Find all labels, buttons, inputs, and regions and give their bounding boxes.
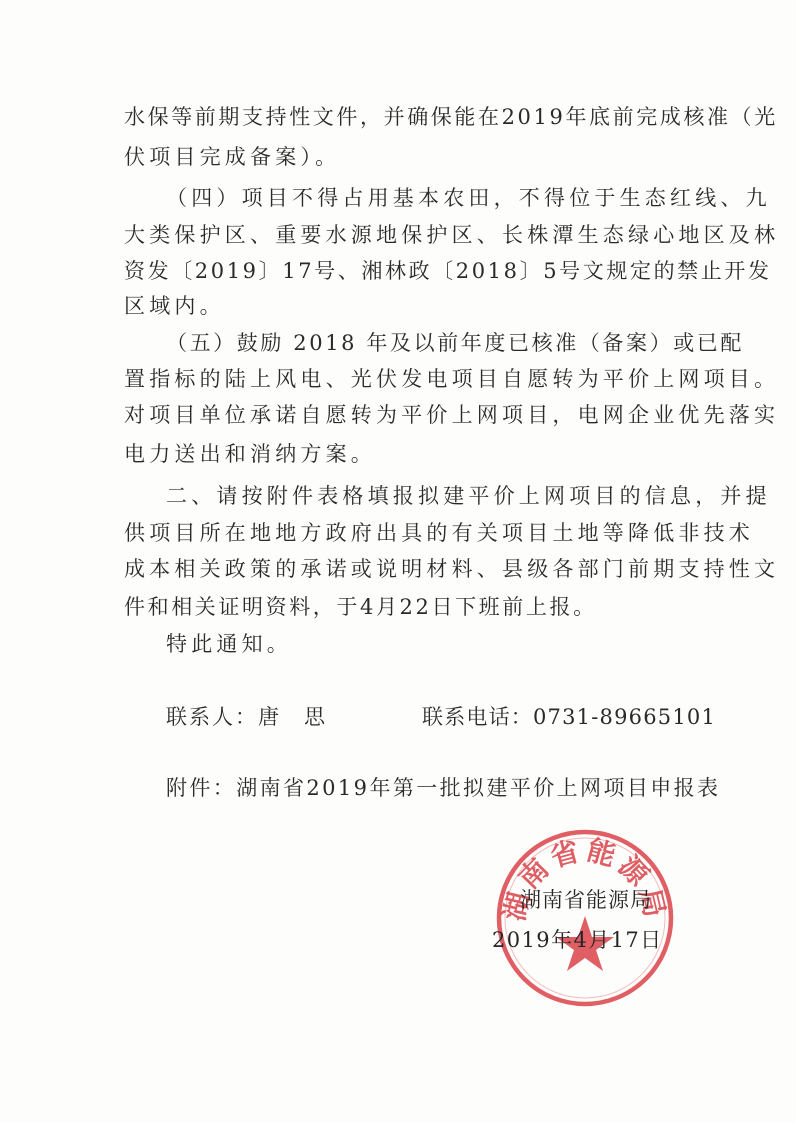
body-line-9: 对项目单位承诺自愿转为平价上网项目，电网企业优先落实	[124, 403, 780, 427]
body-line-3: （四）项目不得占用基本农田，不得位于生态红线、九	[166, 186, 771, 210]
body-line-1: 水保等前期支持性文件，并确保能在2019年底前完成核准（光	[124, 105, 778, 129]
issuer-name: 湖南省能源局	[520, 888, 652, 912]
body-line-4: 大类保护区、重要水源地保护区、长株潭生态绿心地区及林	[124, 223, 780, 247]
body-line-13: 成本相关政策的承诺或说明材料、县级各部门前期支持性文	[124, 557, 780, 581]
body-line-2: 伏项目完成备案）。	[124, 145, 341, 169]
closing-line: 特此通知。	[166, 632, 292, 656]
body-line-10: 电力送出和消纳方案。	[124, 442, 376, 466]
body-line-12: 供项目所在地地方政府出具的有关项目土地等降低非技术	[124, 521, 754, 545]
seal-text: 湖南省能源局	[497, 833, 673, 924]
body-line-11: 二、请按附件表格填报拟建平价上网项目的信息，并提	[166, 484, 771, 508]
contact-person: 联系人：唐 思	[166, 705, 327, 729]
contact-phone: 联系电话：0731-89665101	[422, 705, 717, 729]
body-line-14: 件和相关证明资料，于4月22日下班前上报。	[124, 595, 597, 619]
body-line-5: 资发〔2019〕17号、湘林政〔2018〕5号文规定的禁止开发	[124, 259, 772, 283]
official-seal	[493, 826, 677, 1010]
attachment-line: 附件：湖南省2019年第一批拟建平价上网项目申报表	[166, 776, 721, 800]
body-line-8: 置指标的陆上风电、光伏发电项目自愿转为平价上网项目。	[124, 367, 780, 391]
issue-date: 2019年4月17日	[492, 928, 663, 952]
body-line-7: （五）鼓励 2018 年及以前年度已核准（备案）或已配	[166, 331, 744, 355]
body-line-6: 区域内。	[124, 294, 225, 318]
